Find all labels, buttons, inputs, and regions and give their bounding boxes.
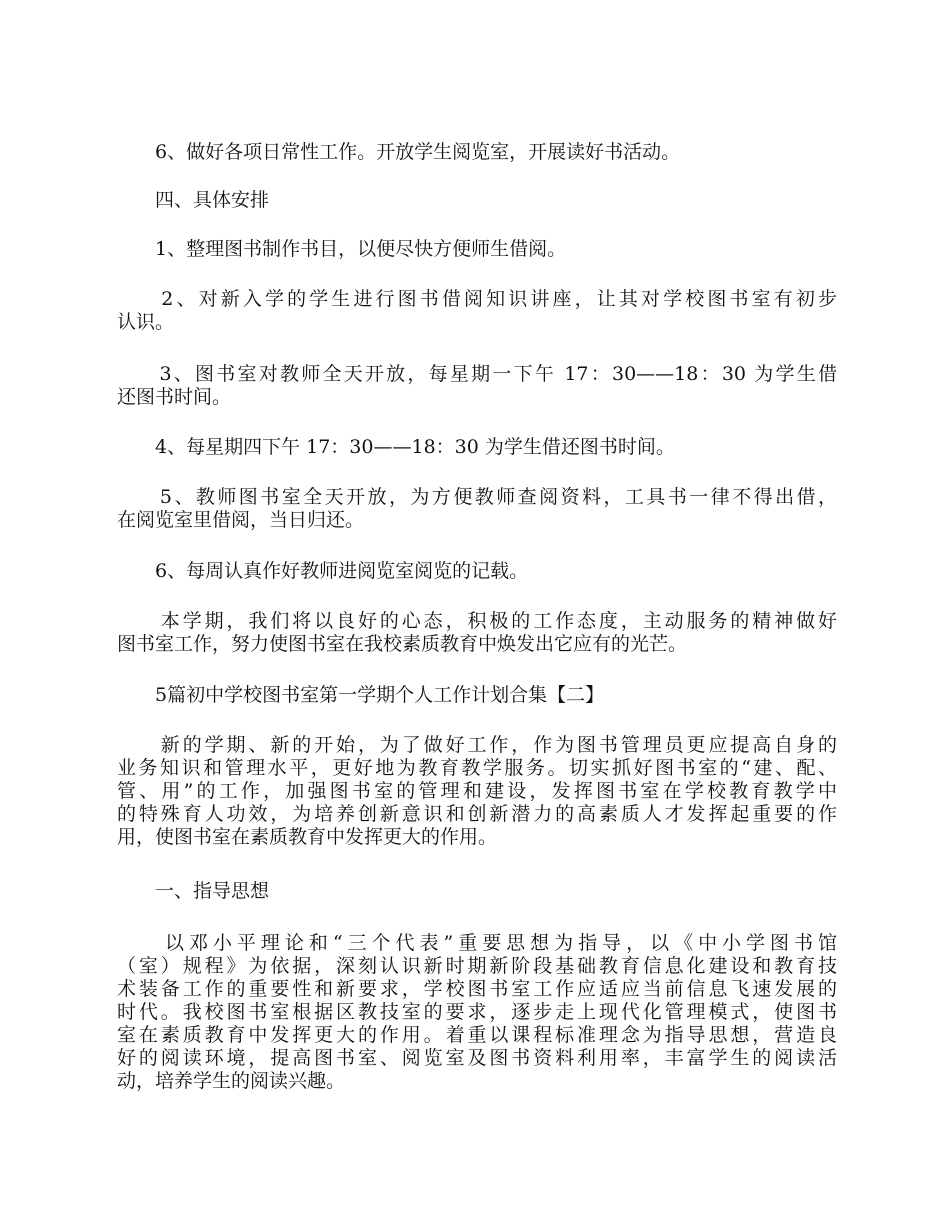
paragraph-item-5 [117,486,837,532]
paragraph-item-3 [117,363,837,409]
text-line: 5篇初中学校图书室第一学期个人工作计划合集【二】 [117,684,605,706]
text-line: 管、用”的工作，加强图书室的管理和建设，发挥图书室在学校教育教学中 [117,780,837,802]
text-line: 时代。我校图书室根据区教技室的要求，逐步走上现代化管理模式，使图书 [117,1001,837,1023]
heading-guiding-ideology [117,880,837,903]
paragraph-summary [117,610,837,656]
text-line: 在阅览室里借阅，当日归还。 [117,509,365,531]
text-line: 室在素质教育中发挥更大的作用。着重以课程标准理念为指导思想，营造良 [117,1024,837,1046]
text-line: 6、每周认真作好教师进阅览室阅览的记载。 [117,560,529,582]
paragraph-item-6 [117,560,837,583]
text-line: 的特殊育人功效，为培养创新意识和创新潜力的高素质人才发挥起重要的作 [117,803,837,825]
paragraph-daily-work [117,141,837,164]
text-line: 本学期，我们将以良好的心态，积极的工作态度，主动服务的精神做好 [117,610,837,632]
paragraph-item-4 [117,436,837,459]
text-line: 1、整理图书制作书目，以便尽快方便师生借阅。 [117,238,567,260]
text-line: 4、每星期四下午 17：30——18：30 为学生借还图书时间。 [117,436,675,458]
text-line: 以邓小平理论和“三个代表”重要思想为指导，以《中小学图书馆 [117,932,837,954]
text-line: 一、指导思想 [117,880,270,902]
text-line: 认识。 [117,311,175,333]
paragraph-guiding-ideology [117,932,837,1093]
paragraph-item-1 [117,238,837,261]
text-line: 业务知识和管理水平，更好地为教育教学服务。切实抓好图书室的“建、配、 [117,757,837,779]
text-line: 四、具体安排 [117,189,270,211]
text-line: 新的学期、新的开始，为了做好工作，作为图书管理员更应提高自身的 [117,734,837,756]
text-line: 好的阅读环境，提高图书室、阅览室及图书资料利用率，丰富学生的阅读活 [117,1047,837,1069]
heading-specific-arrangements [117,189,837,212]
paragraph-introduction [117,734,837,849]
text-line: 动，培养学生的阅读兴趣。 [117,1070,346,1092]
text-line: 5、教师图书室全天开放，为方便教师查阅资料，工具书一律不得出借， [117,486,837,508]
text-line: 还图书时间。 [117,386,232,408]
text-line: （室）规程》为依据，深刻认识新时期新阶段基础教育信息化建设和教育技 [117,955,837,977]
text-line: 6、做好各项日常性工作。开放学生阅览室，开展读好书活动。 [117,141,681,163]
text-line: 2、对新入学的学生进行图书借阅知识讲座，让其对学校图书室有初步 [117,288,837,310]
text-line: 用，使图书室在素质教育中发挥更大的作用。 [117,826,498,848]
paragraph-item-2 [117,288,837,334]
section-title-part-two [117,684,837,707]
text-line: 3、图书室对教师全天开放，每星期一下午 17：30——18：30 为学生借 [117,363,837,385]
text-line: 图书室工作，努力使图书室在我校素质教育中焕发出它应有的光芒。 [117,633,688,655]
text-line: 术装备工作的重要性和新要求，学校图书室工作应适应当前信息飞速发展的 [117,978,837,1000]
